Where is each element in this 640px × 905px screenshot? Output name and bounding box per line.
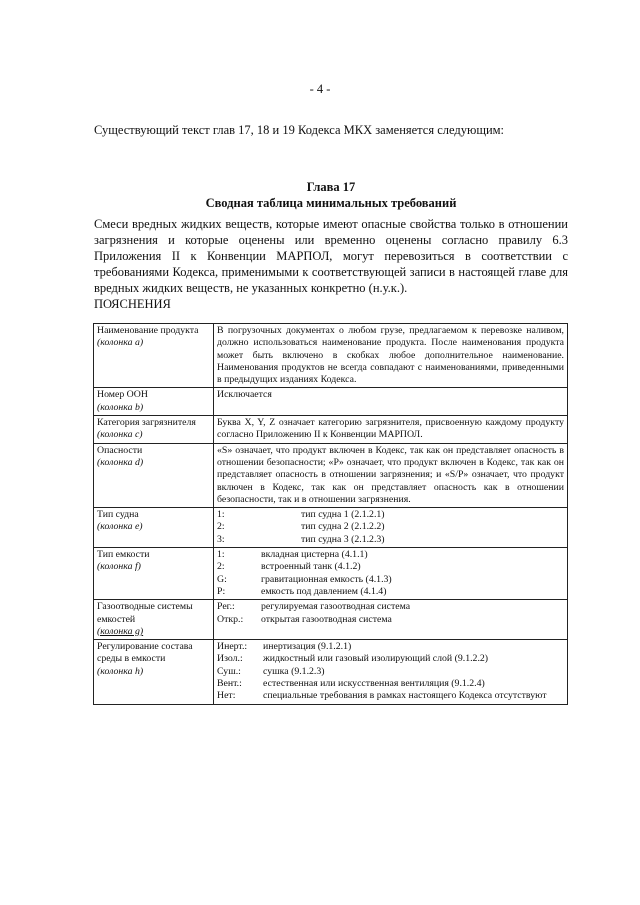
row-label-cell: [94, 416, 214, 444]
table-row: [94, 640, 568, 704]
row-column-ref: (колонка h): [97, 665, 144, 677]
codes-list: [217, 601, 564, 626]
code-entry: [217, 586, 564, 598]
row-description: Буква X, Y, Z означает категорию загрязнителя, присвоенную каждому продукту согласно Приложению II к Конвенции МАРПОЛ.: [217, 417, 564, 441]
row-codes-cell: [214, 508, 568, 548]
code-key: Изол.:: [217, 653, 243, 665]
row-label: Опасности: [97, 444, 143, 456]
explanations-table: [93, 323, 568, 705]
row-label: Тип судна: [97, 509, 139, 521]
row-description: В погрузочных документах о любом грузе, предлагаемом к перевозке наливом, должно использоваться наименование продукта. После наименования продукта может быть включено в скобках любое дополнительное наименование. Наименования продуктов не всегда совпадают с наименованиями, приведенными в предыдущих изданиях Кодекса.: [217, 325, 564, 386]
row-label: Категория загрязнителя: [97, 417, 196, 429]
code-entry: [217, 678, 564, 690]
code-entry: [217, 549, 564, 561]
code-value: жидкостный или газовый изолирующий слой (9.1.2.2): [263, 653, 489, 665]
row-label-cell: [94, 324, 214, 388]
row-label-cell: [94, 508, 214, 548]
row-codes-cell: [214, 600, 568, 640]
notes-heading: ПОЯСНЕНИЯ: [94, 297, 171, 311]
row-description-cell: [214, 324, 568, 388]
row-column-ref: (колонка c): [97, 429, 143, 441]
table-row: [94, 508, 568, 548]
code-entry: [217, 690, 564, 702]
code-value: вкладная цистерна (4.1.1): [261, 549, 368, 561]
codes-list: [217, 641, 564, 702]
code-key: Суш.:: [217, 665, 241, 677]
table-row: [94, 416, 568, 444]
code-value: тип судна 3 (2.1.2.3): [301, 533, 385, 545]
row-label: Тип емкости: [97, 549, 150, 561]
row-label: Газоотводные системы емкостей: [97, 601, 193, 625]
code-value: емкость под давлением (4.1.4): [261, 585, 387, 597]
code-key: Вент.:: [217, 678, 242, 690]
row-label-cell: [94, 388, 214, 416]
row-description: «S» означает, что продукт включен в Кодекс, так как он представляет опасность в отношении безопасности; «P» означает, что продукт включен в Кодекс, так как он представляет опасность в отношении загрязнения; и «S/P» означает, что продукт включен в Кодекс, так как он представляет опасность как в отношении безопасности, так и в отношении загрязнения.: [217, 444, 564, 505]
row-description: Исключается: [217, 389, 272, 401]
row-label: Наименование продукта: [97, 325, 199, 336]
row-codes-cell: [214, 640, 568, 704]
row-codes-cell: [214, 548, 568, 600]
code-entry: [217, 561, 564, 573]
row-column-ref: [97, 626, 210, 638]
code-entry: [217, 574, 564, 586]
page-number: - 4 -: [309, 82, 331, 96]
row-column-ref: (колонка d): [97, 456, 144, 468]
row-column-ref: (колонка f): [97, 561, 141, 573]
intro-sentence: Существующий текст глав 17, 18 и 19 Кодекса МКХ заменяется следующим:: [94, 123, 505, 137]
code-key: 3:: [217, 533, 225, 545]
code-key: 1:: [217, 509, 225, 521]
row-label-cell: [94, 443, 214, 507]
table-row: [94, 324, 568, 388]
row-description-cell: [214, 443, 568, 507]
code-value: тип судна 1 (2.1.2.1): [301, 509, 385, 521]
row-label: Номер ООН: [97, 389, 148, 401]
row-label-cell: [94, 548, 214, 600]
code-key: 1:: [217, 549, 225, 561]
chapter-subtitle: Сводная таблица минимальных требований: [205, 196, 457, 210]
code-entry: [217, 601, 564, 613]
code-value: инертизация (9.1.2.1): [263, 641, 352, 653]
code-value: открытая газоотводная система: [261, 613, 392, 625]
table-row: [94, 443, 568, 507]
code-key: Нет:: [217, 690, 236, 702]
table-row: [94, 600, 568, 640]
code-key: 2:: [217, 561, 225, 573]
chapter-paragraph: Смеси вредных жидких веществ, которые имеют опасные свойства только в отношении загрязнения и которые оценены или временно оценены согласно правилу 6.3 Приложения II к Конвенции МАРПОЛ, могут перевозиться в соответствии с требованиями Кодекса, применимыми к соответствующей записи в настоящей главе для вредных жидких веществ, не указанных конкретно (н.у.к.).: [94, 217, 568, 295]
row-column-ref-text: (колонка g): [97, 625, 144, 637]
codes-list: [217, 549, 564, 598]
code-entry: [217, 653, 564, 665]
codes-list: [217, 509, 564, 546]
chapter-title: Глава 17: [306, 180, 356, 194]
row-description-cell: [214, 416, 568, 444]
code-entry: [217, 666, 564, 678]
code-key: Рег.:: [217, 601, 235, 613]
code-value: гравитационная емкость (4.1.3): [261, 573, 392, 585]
code-key: Инерт.:: [217, 641, 248, 653]
code-value: встроенный танк (4.1.2): [261, 561, 361, 573]
code-value: специальные требования в рамках настоящего Кодекса отсутствуют: [263, 690, 547, 702]
chapter-heading: [94, 179, 568, 211]
code-key: 2:: [217, 521, 225, 533]
row-column-ref: (колонка a): [97, 337, 144, 349]
row-column-ref: (колонка e): [97, 521, 143, 533]
code-entry: [217, 521, 564, 533]
row-label-cell: [94, 640, 214, 704]
table-row: [94, 548, 568, 600]
table-row: [94, 388, 568, 416]
code-value: сушка (9.1.2.3): [263, 665, 325, 677]
code-entry: [217, 534, 564, 546]
code-value: естественная или искусственная вентиляция (9.1.2.4): [263, 678, 485, 690]
code-key: Откр.:: [217, 613, 244, 625]
code-entry: [217, 509, 564, 521]
row-description-cell: [214, 388, 568, 416]
row-label: Регулирование состава среды в емкости: [97, 641, 193, 665]
row-label-cell: [94, 600, 214, 640]
code-entry: [217, 614, 564, 626]
code-entry: [217, 641, 564, 653]
code-value: тип судна 2 (2.1.2.2): [301, 521, 385, 533]
row-column-ref: (колонка b): [97, 401, 144, 413]
code-key: P:: [217, 585, 226, 597]
code-value: регулируемая газоотводная система: [261, 601, 411, 613]
code-key: G:: [217, 573, 227, 585]
